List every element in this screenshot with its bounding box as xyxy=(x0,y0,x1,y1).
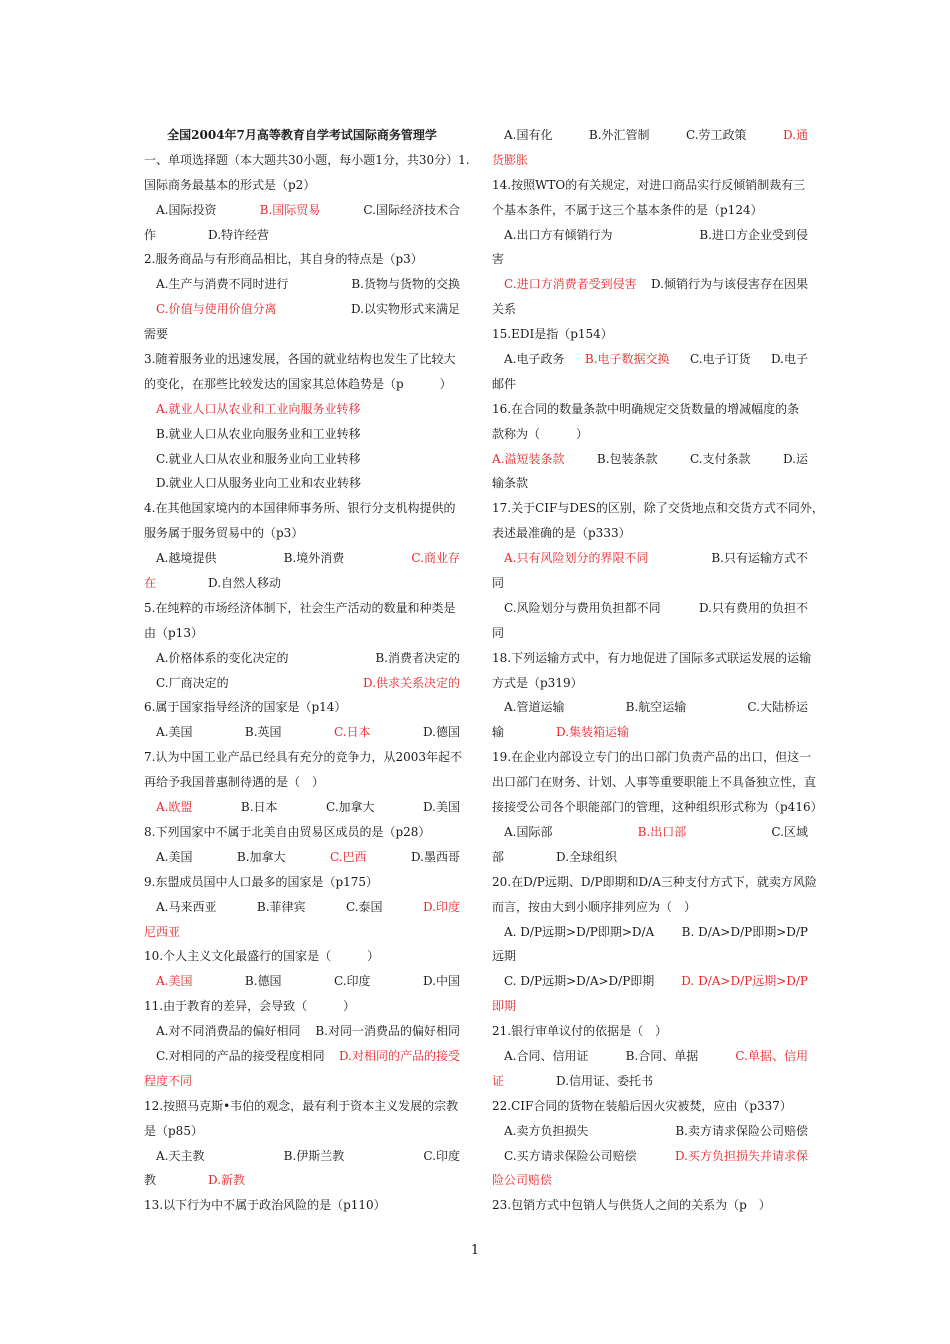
correct-answer-option: C.价值与使用价值分离 xyxy=(156,302,277,317)
question-text-line: 15.EDI是指（p154） xyxy=(492,327,613,342)
question-text-line: 款称为（ ） xyxy=(492,426,589,441)
answer-options-line xyxy=(492,123,808,148)
answer-options-line xyxy=(492,1144,808,1169)
answer-options-line xyxy=(492,596,808,621)
answer-option: A.对不同消费品的偏好相同 xyxy=(156,1024,301,1039)
answer-options-line xyxy=(144,895,460,920)
question-text-line: 18.下列运输方式中，有力地促进了国际多式联运发展的运输 xyxy=(492,650,812,665)
answer-option: C.印度 xyxy=(423,1148,460,1163)
correct-answer-option: C.商业存 xyxy=(411,551,460,566)
question-text-line: 而言，按由大到小顺序排列应为（ ） xyxy=(492,899,697,914)
answer-option: D.自然人移动 xyxy=(208,576,282,591)
question-text-line: 6.属于国家指导经济的国家是（p14） xyxy=(144,700,347,715)
answer-option: C.电子订货 xyxy=(689,352,751,367)
correct-answer-option: D.供求关系决定的 xyxy=(362,675,460,690)
question-text-line: 邮件 xyxy=(492,376,517,391)
question-text-line: 17.关于CIF与DES的区别，除了交货地点和交货方式不同外， xyxy=(492,501,824,516)
answer-options-line xyxy=(144,795,460,820)
document-title: 全国2004年7月高等教育自学考试国际商务管理学 xyxy=(167,128,437,142)
correct-answer-option: C.巴西 xyxy=(329,849,367,864)
answer-option: C.印度 xyxy=(333,974,371,989)
answer-option: A.价格体系的变化决定的 xyxy=(156,650,289,665)
correct-answer-option: C.日本 xyxy=(333,725,371,740)
question-text-line: 8.下列国家中不属于北美自由贸易区成员的是（p28） xyxy=(144,824,431,839)
question-text-line: 12.按照马克斯•韦伯的观念，最有利于资本主义发展的宗教 xyxy=(144,1098,459,1113)
question-text-line: 害 xyxy=(492,252,505,267)
correct-answer-option: D.通 xyxy=(782,128,808,142)
answer-option: A.国际投资 xyxy=(156,202,217,217)
answer-options-line xyxy=(492,272,808,297)
answer-option: D.就业人口从服务业向工业和农业转移 xyxy=(156,476,362,491)
question-text-line: 再给予我国普惠制待遇的是（ ） xyxy=(144,775,325,790)
answer-options-line xyxy=(144,646,460,671)
answer-option: B.外汇管制 xyxy=(588,128,650,142)
answer-option: A.美国 xyxy=(156,725,193,740)
answer-option: D.倾销行为与该侵害存在因果 xyxy=(650,277,808,292)
answer-option: B.加拿大 xyxy=(236,849,286,864)
answer-options-line xyxy=(492,1044,808,1069)
answer-option: D.以实物形式来满足 xyxy=(350,302,460,317)
correct-answer-option: 货膨胀 xyxy=(492,152,529,167)
question-text-line: 由（p13） xyxy=(144,625,203,640)
answer-option: A.生产与消费不同时进行 xyxy=(156,277,289,292)
answer-options-line xyxy=(492,1119,808,1144)
answer-option: C.支付条款 xyxy=(689,451,751,466)
question-text-line: 方式是（p319） xyxy=(492,675,583,690)
answer-options-line xyxy=(144,1144,460,1169)
answer-option: B.只有运输方式不 xyxy=(711,551,808,566)
answer-option: D.德国 xyxy=(422,725,460,740)
answer-option: C.加拿大 xyxy=(325,800,375,815)
answer-option: B.消费者决定的 xyxy=(375,650,460,665)
answer-option: B.货物与货物的交换 xyxy=(351,277,460,292)
answer-option: B.包装条款 xyxy=(596,451,658,466)
answer-option: 输 xyxy=(492,725,505,740)
answer-option: C.风险划分与费用负担都不同 xyxy=(504,600,661,615)
answer-option: A.国有化 xyxy=(504,128,553,142)
answer-option: A.合同、信用证 xyxy=(504,1048,589,1063)
answer-option: D.美国 xyxy=(422,800,460,815)
answer-option: A.卖方负担损失 xyxy=(504,1123,589,1138)
question-text-line: 2.服务商品与有形商品相比，其自身的特点是（p3） xyxy=(144,252,423,267)
answer-option: D.墨西哥 xyxy=(410,849,460,864)
answer-options-line xyxy=(492,223,808,248)
answer-options-line xyxy=(492,447,808,472)
answer-option: B.卖方请求保险公司赔偿 xyxy=(675,1123,808,1138)
question-text-line: 关系 xyxy=(492,302,517,317)
question-text-line: 14.按照WTO的有关规定，对进口商品实行反倾销制裁有三 xyxy=(492,177,806,192)
answer-option: C.对相同的产品的接受程度相同 xyxy=(156,1048,325,1063)
answer-options-line xyxy=(144,671,460,696)
question-text-line: 需要 xyxy=(144,327,169,342)
question-text-line: 的变化，在那些比较发达的国家其总体趋势是（p ） xyxy=(144,376,452,391)
answer-option: A.国际部 xyxy=(504,824,553,839)
answer-options-line xyxy=(144,471,460,496)
answer-option: D.特许经营 xyxy=(208,227,270,242)
answer-option: D.信用证、委托书 xyxy=(556,1073,654,1088)
answer-option: 部 xyxy=(492,849,505,864)
answer-option: A.天主教 xyxy=(156,1148,205,1163)
correct-answer-option: A.只有风险划分的界限不同 xyxy=(504,551,649,566)
answer-options-line xyxy=(144,272,460,297)
correct-answer-option: A.溢短装条款 xyxy=(492,451,565,466)
answer-option: C.买方请求保险公司赔偿 xyxy=(504,1148,637,1163)
question-text-line: 同 xyxy=(492,576,505,591)
question-text-line: 出口部门在财务、计划、人事等重要职能上不具备独立性，直 xyxy=(492,775,817,790)
correct-answer-option: D. D/A>D/P远期>D/P xyxy=(681,974,808,989)
correct-answer-option: A.美国 xyxy=(156,974,193,989)
answer-option: C.大陆桥运 xyxy=(747,700,808,715)
answer-options-line xyxy=(492,347,808,372)
answer-option: C.厂商决定的 xyxy=(156,675,229,690)
answer-options-line xyxy=(492,695,808,720)
answer-option: C. D/P远期>D/A>D/P即期 xyxy=(504,974,655,989)
question-text-line: 4.在其他国家境内的本国律师事务所、银行分支机构提供的 xyxy=(144,501,456,516)
correct-answer-option: 程度不同 xyxy=(144,1073,193,1088)
correct-answer-option: 即期 xyxy=(492,999,517,1014)
answer-option: A.电子政务 xyxy=(504,352,565,367)
question-text-line: 13.以下行为中不属于政治风险的是（p110） xyxy=(144,1198,386,1213)
question-text-line: 10.个人主义文化最盛行的国家是（ ） xyxy=(144,949,380,964)
correct-answer-option: A.欧盟 xyxy=(156,800,193,815)
answer-option: A.出口方有倾销行为 xyxy=(504,227,613,242)
answer-options-line xyxy=(144,297,460,322)
question-text-line: 7.认为中国工业产品已经具有充分的竞争力，从2003年起不 xyxy=(144,750,462,765)
answer-option: B.就业人口从农业向服务业和工业转移 xyxy=(156,426,361,441)
answer-option: C.劳工政策 xyxy=(685,128,747,142)
answer-option: C.国际经济技术合 xyxy=(363,202,460,217)
answer-options-line xyxy=(144,969,460,994)
answer-option: B. D/A>D/P即期>D/P xyxy=(681,924,808,939)
page-number: 1 xyxy=(470,1243,480,1258)
answer-option: B.境外消费 xyxy=(283,551,345,566)
answer-option: D.只有费用的负担不 xyxy=(698,600,808,615)
question-text-line: 11.由于教育的差异，会导致（ ） xyxy=(144,999,356,1014)
correct-answer-option: C.进口方消费者受到侵害 xyxy=(504,277,637,292)
question-text-line: 接接受公司各个职能部门的管理，这种组织形式称为（p416） xyxy=(492,800,823,815)
answer-option: B.日本 xyxy=(240,800,278,815)
answer-options-line xyxy=(492,845,808,870)
answer-options-line xyxy=(144,1069,460,1094)
answer-options-line xyxy=(144,198,460,223)
answer-options-line xyxy=(492,820,808,845)
answer-option: A.管道运输 xyxy=(504,700,565,715)
answer-option: C.就业人口从农业和服务业向工业转移 xyxy=(156,451,361,466)
correct-answer-option: C.单据、信用 xyxy=(735,1048,808,1063)
question-text-line: 服务属于服务贸易中的（p3） xyxy=(144,526,304,541)
answer-option: B.伊斯兰教 xyxy=(283,1148,345,1163)
answer-options-line xyxy=(144,720,460,745)
answer-option: B.英国 xyxy=(244,725,282,740)
correct-answer-option: D.集装箱运输 xyxy=(556,725,630,740)
answer-option: 作 xyxy=(144,227,157,242)
correct-answer-option: B.国际贸易 xyxy=(259,202,321,217)
correct-answer-option: D.买方负担损失并请求保 xyxy=(674,1148,808,1163)
answer-options-line xyxy=(144,223,460,248)
correct-answer-option: 在 xyxy=(144,576,157,591)
correct-answer-option: D.新教 xyxy=(208,1173,246,1188)
correct-answer-option: 险公司赔偿 xyxy=(492,1173,553,1188)
correct-answer-option: B.电子数据交换 xyxy=(584,352,670,367)
answer-option: 教 xyxy=(144,1173,157,1188)
question-text-line: 表述最准确的是（p333） xyxy=(492,526,631,541)
question-text-line: 19.在企业内部设立专门的出口部门负责产品的出口，但这一 xyxy=(492,750,812,765)
correct-answer-option: 证 xyxy=(492,1073,505,1088)
answer-options-line xyxy=(144,546,460,571)
answer-option: B.德国 xyxy=(244,974,282,989)
answer-options-line xyxy=(144,1019,460,1044)
answer-option: A.越境提供 xyxy=(156,551,217,566)
answer-options-line xyxy=(144,920,460,945)
answer-option: B.对同一消费品的偏好相同 xyxy=(315,1024,460,1039)
question-text-line: 个基本条件，不属于这三个基本条件的是（p124） xyxy=(492,202,763,217)
answer-option: A.美国 xyxy=(156,849,193,864)
question-text-line: 是（p85） xyxy=(144,1123,203,1138)
answer-option: C.区域 xyxy=(771,824,808,839)
correct-answer-option: D.对相同的产品的接受 xyxy=(338,1048,460,1063)
question-text-line: 22.CIF合同的货物在装船后因火灾被焚，应由（p337） xyxy=(492,1098,792,1113)
question-text-line: 国际商务最基本的形式是（p2） xyxy=(144,177,316,192)
answer-options-line xyxy=(492,969,808,994)
question-text-line: 21.银行审单议付的依据是（ ） xyxy=(492,1024,668,1039)
question-text-line: 23.包销方式中包销人与供货人之间的关系为（p ） xyxy=(492,1198,771,1213)
answer-options-line xyxy=(144,1168,460,1193)
answer-option: A.马来西亚 xyxy=(156,899,217,914)
answer-option: B.菲律宾 xyxy=(256,899,306,914)
answer-options-line xyxy=(492,920,808,945)
answer-options-line xyxy=(144,447,460,472)
question-text-line: 远期 xyxy=(492,949,517,964)
question-text-line: 一、单项选择题（本大题共30小题，每小题1分，共30分）1. xyxy=(144,152,470,167)
correct-answer-option: 尼西亚 xyxy=(144,924,181,939)
answer-option: D.全球组织 xyxy=(556,849,618,864)
answer-options-line xyxy=(492,546,808,571)
answer-options-line xyxy=(492,720,808,745)
question-text-line: 5.在纯粹的市场经济体制下，社会生产活动的数量和种类是 xyxy=(144,600,456,615)
right-column xyxy=(492,123,824,1218)
left-column xyxy=(144,123,470,1218)
correct-answer-option: B.出口部 xyxy=(637,824,687,839)
answer-options-line xyxy=(144,397,460,422)
answer-options-line xyxy=(144,422,460,447)
answer-options-line xyxy=(492,148,808,173)
answer-options-line xyxy=(144,571,460,596)
answer-option: D.运 xyxy=(782,451,808,466)
question-text-line: 9.东盟成员国中人口最多的国家是（p175） xyxy=(144,874,379,889)
question-text-line: 3.随着服务业的迅速发展，各国的就业结构也发生了比较大 xyxy=(144,352,456,367)
question-text-line: 16.在合同的数量条款中明确规定交货数量的增减幅度的条 xyxy=(492,401,800,416)
answer-option: D.电子 xyxy=(770,352,808,367)
answer-options-line xyxy=(144,845,460,870)
answer-option: B.合同、单据 xyxy=(625,1048,699,1063)
correct-answer-option: D.印度 xyxy=(422,899,460,914)
answer-option: B.进口方企业受到侵 xyxy=(699,227,808,242)
answer-option: A. D/P远期>D/P即期>D/A xyxy=(504,924,655,939)
question-text-line: 20.在D/P远期、D/P即期和D/A三种支付方式下，就卖方风险 xyxy=(492,874,817,889)
answer-option: B.航空运输 xyxy=(625,700,687,715)
question-text-line: 同 xyxy=(492,625,505,640)
answer-options-line xyxy=(492,1069,808,1094)
answer-option: C.泰国 xyxy=(345,899,383,914)
answer-options-line xyxy=(492,994,808,1019)
answer-options-line xyxy=(144,1044,460,1069)
answer-option: D.中国 xyxy=(422,974,460,989)
correct-answer-option: A.就业人口从农业和工业向服务业转移 xyxy=(156,401,361,416)
answer-options-line xyxy=(492,1168,808,1193)
question-text-line: 输条款 xyxy=(492,476,529,491)
